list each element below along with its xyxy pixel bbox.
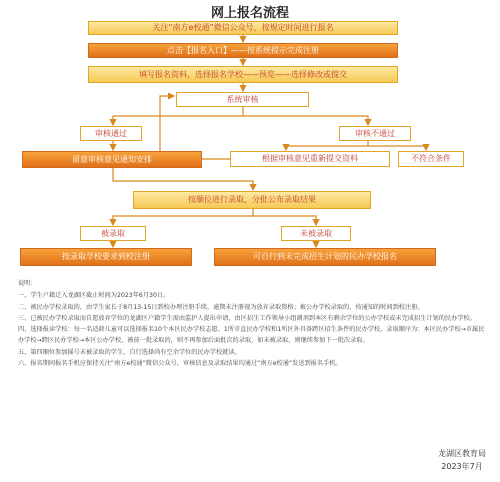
resubmit-materials-node: 根据审核意见重新提交资料 bbox=[230, 151, 390, 167]
review-passed-node: 审核通过 bbox=[80, 126, 142, 141]
notes-section bbox=[18, 278, 488, 369]
notes-heading: 说明： bbox=[18, 280, 37, 287]
not-admitted-node: 未被录取 bbox=[281, 226, 351, 241]
private-school-apply-node: 可自行到未完成招生计划的民办学校报名 bbox=[214, 248, 436, 266]
system-review-node: 系统审核 bbox=[176, 92, 309, 107]
step-register-entry: 点击【报名入口】——按系统提示完成注册 bbox=[88, 43, 398, 58]
note-item: 二、被民办学校录取的，由学生家长于8月13-15日到校办理注册手续，逾期未注册视为放弃录取资格；被公办学校录取的，按通知的时间到校注册。 bbox=[18, 303, 424, 311]
review-failed-node: 审核不通过 bbox=[339, 126, 411, 141]
note-item: 四、选择报读学校：每一名适龄儿童可以选择报名10个本区民办学校志愿、1所市直民办学校和1所区外具备跨区招生条件的民办学校。录取顺序为：本区民办学校→市属民办学校→跨区民办学校→本区公办学校，被前一批录取的，则不再参加后面批次的录取，如未被录取，则继续参加下一批次录取。 bbox=[18, 326, 485, 345]
await-notice-node: 留意审核意见通知安排 bbox=[22, 151, 202, 168]
note-item: 一、学生户籍迁入龙湖区截止时间为2023年6月30日。 bbox=[18, 292, 170, 300]
school-registration-node: 按录取学校要求到校注册 bbox=[20, 248, 192, 266]
step-follow-account: 关注“南方e校通”微信公众号，按规定时间进行报名 bbox=[88, 21, 398, 35]
note-item: 六、报名期间报名手机应保持关注“南方e校通”微信公众号，审核信息及录取结果均通过“南方e校通”发送到报名手机。 bbox=[18, 360, 342, 368]
issuer-name: 龙湖区教育局 bbox=[438, 449, 486, 458]
step-fill-application: 填写报名资料，选择报名学校——预览——选择修改或提交 bbox=[88, 66, 398, 83]
not-qualified-node: 不符合条件 bbox=[398, 151, 464, 167]
admitted-node: 被录取 bbox=[80, 226, 146, 241]
admission-results-node: 按顺位进行录取，分批公布录取结果 bbox=[133, 191, 371, 209]
note-item: 三、已被民办学校录取而自愿放弃学位的龙湖区户籍学生需由监护人提出申请，由区招生工作领导小组调剂到本区有剩余学位的公办学校或未完成招生计划的民办学校。 bbox=[18, 314, 476, 322]
signature-block bbox=[438, 447, 486, 473]
page-title: 网上报名流程 bbox=[210, 6, 289, 21]
note-item: 五、第四顺位参加摇号未被录取的学生，自行选择尚有空余学位的民办学校就读。 bbox=[18, 348, 241, 356]
issue-date: 2023年7月 bbox=[441, 462, 483, 471]
